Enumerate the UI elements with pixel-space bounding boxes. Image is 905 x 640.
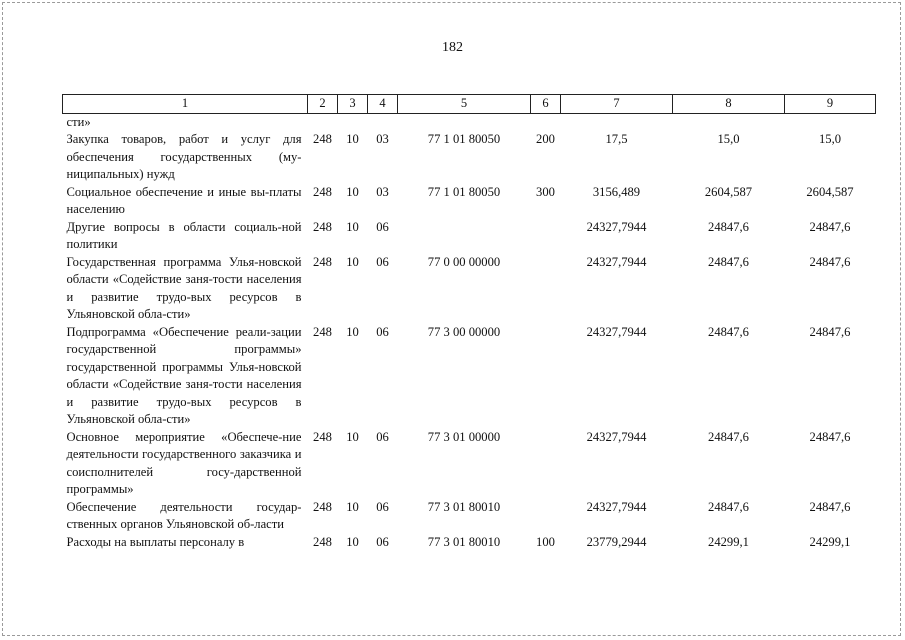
cell-section: 10 — [346, 534, 359, 549]
cell-target: 77 3 01 80010 — [427, 499, 501, 514]
cell-expense-type — [531, 324, 561, 429]
row-name: Расходы на выплаты персоналу в — [66, 534, 245, 549]
cell-amount-7: 3156,489 — [592, 184, 641, 199]
cell-code: 248 — [313, 499, 332, 514]
cell-target: 77 1 01 80050 — [427, 132, 501, 146]
cell-expense-type — [531, 254, 561, 324]
column-header: 2 — [308, 95, 338, 114]
cell-amount-7 — [561, 113, 673, 131]
cell-section — [338, 113, 368, 131]
cell-code: 248 — [313, 429, 332, 444]
cell-expense-type: 200 — [536, 132, 555, 146]
column-header: 5 — [398, 95, 531, 114]
cell-expense-type — [531, 499, 561, 534]
cell-expense-type — [531, 219, 561, 254]
cell-amount-7: 23779,2944 — [586, 534, 647, 549]
budget-table — [62, 94, 876, 552]
cell-section: 10 — [346, 184, 359, 199]
cell-code: 248 — [313, 324, 332, 339]
cell-subsection: 06 — [376, 499, 389, 514]
row-name: сти» — [66, 114, 91, 129]
table-row — [63, 131, 876, 184]
cell-amount-9: 24847,6 — [809, 324, 851, 339]
cell-subsection: 03 — [376, 132, 389, 146]
cell-amount-8: 24847,6 — [708, 254, 749, 269]
cell-amount-8: 24847,6 — [708, 499, 749, 514]
cell-target: 77 3 00 00000 — [427, 324, 501, 339]
cell-amount-9 — [785, 113, 876, 131]
cell-amount-8: 24299,1 — [708, 534, 749, 549]
column-header: 7 — [561, 95, 673, 114]
cell-target: 77 0 00 00000 — [427, 254, 501, 269]
cell-target: 77 1 01 80050 — [427, 184, 501, 199]
row-name: Основное мероприятие «Обеспече-ние деятельности государственного заказчика и соисполнителей госу-дарственной программы» — [66, 429, 302, 496]
row-name: Другие вопросы в области социаль-ной политики — [66, 219, 302, 251]
cell-section: 10 — [346, 254, 359, 269]
cell-amount-9: 24847,6 — [809, 499, 851, 514]
row-name: Обеспечение деятельности государ-ственных органов Ульяновской об-ласти — [66, 499, 302, 531]
column-header: 9 — [785, 95, 876, 114]
cell-section: 10 — [346, 499, 359, 514]
cell-section: 10 — [346, 429, 359, 444]
table-row — [63, 429, 876, 499]
column-header: 4 — [368, 95, 398, 114]
cell-target — [398, 113, 531, 131]
cell-code: 248 — [313, 534, 332, 549]
cell-section: 10 — [346, 324, 359, 339]
cell-code: 248 — [313, 254, 332, 269]
cell-amount-9: 24847,6 — [809, 219, 851, 234]
cell-expense-type — [531, 113, 561, 131]
table-row — [63, 113, 876, 131]
cell-expense-type: 300 — [536, 184, 555, 199]
cell-amount-8: 2604,587 — [704, 184, 753, 199]
cell-subsection: 06 — [376, 324, 389, 339]
row-name: Социальное обеспечение и иные вы-платы населению — [66, 184, 302, 216]
column-header: 1 — [63, 95, 308, 114]
table-row — [63, 499, 876, 534]
cell-amount-8: 24847,6 — [708, 324, 749, 339]
cell-code: 248 — [313, 184, 332, 199]
cell-amount-7: 24327,7944 — [586, 219, 647, 234]
column-header: 6 — [531, 95, 561, 114]
table-row — [63, 184, 876, 219]
page-number: 182 — [442, 40, 463, 55]
cell-code: 248 — [313, 219, 332, 234]
cell-subsection: 06 — [376, 534, 389, 549]
table-header-row — [63, 95, 876, 114]
cell-subsection: 03 — [376, 184, 389, 199]
cell-code: 248 — [313, 132, 332, 146]
row-name: Государственная программа Улья-новской области «Содействие заня-тости населения и развитие трудо-вых ресурсов в Ульяновской обла-сти» — [66, 254, 302, 321]
cell-amount-9: 2604,587 — [806, 184, 854, 199]
cell-subsection: 06 — [376, 254, 389, 269]
cell-amount-8 — [673, 113, 785, 131]
cell-subsection: 06 — [376, 219, 389, 234]
cell-expense-type — [531, 429, 561, 499]
column-header: 8 — [673, 95, 785, 114]
column-header: 3 — [338, 95, 368, 114]
cell-amount-9: 24847,6 — [809, 429, 851, 444]
cell-amount-7: 24327,7944 — [586, 324, 647, 339]
table-row — [63, 324, 876, 429]
cell-amount-9: 24847,6 — [809, 254, 851, 269]
table-row — [63, 534, 876, 553]
table-row — [63, 254, 876, 324]
cell-target: 77 3 01 00000 — [427, 429, 501, 444]
cell-target: 77 3 01 80010 — [427, 534, 501, 549]
cell-amount-9: 24299,1 — [809, 534, 851, 549]
cell-amount-8: 15,0 — [717, 132, 740, 146]
cell-amount-8: 24847,6 — [708, 429, 749, 444]
cell-amount-8: 24847,6 — [708, 219, 749, 234]
cell-expense-type: 100 — [536, 534, 555, 549]
cell-section: 10 — [346, 132, 359, 146]
cell-subsection: 06 — [376, 429, 389, 444]
cell-amount-9: 15,0 — [818, 132, 842, 146]
cell-amount-7: 24327,7944 — [586, 429, 647, 444]
cell-target — [398, 219, 531, 254]
cell-subsection — [368, 113, 398, 131]
cell-code — [308, 113, 338, 131]
cell-section: 10 — [346, 219, 359, 234]
row-name: Подпрограмма «Обеспечение реали-зации государственной программы» государственной программы Улья-новской области «Содействие заня-тости населения и развитие трудо-вых ресурсов в Ульяновской обла-сти» — [66, 324, 302, 426]
cell-amount-7: 24327,7944 — [586, 254, 647, 269]
table-row — [63, 219, 876, 254]
cell-amount-7: 24327,7944 — [586, 499, 647, 514]
cell-amount-7: 17,5 — [605, 132, 628, 146]
row-name: Закупка товаров, работ и услуг для обеспечения государственных (му-ниципальных) нужд — [66, 132, 302, 181]
